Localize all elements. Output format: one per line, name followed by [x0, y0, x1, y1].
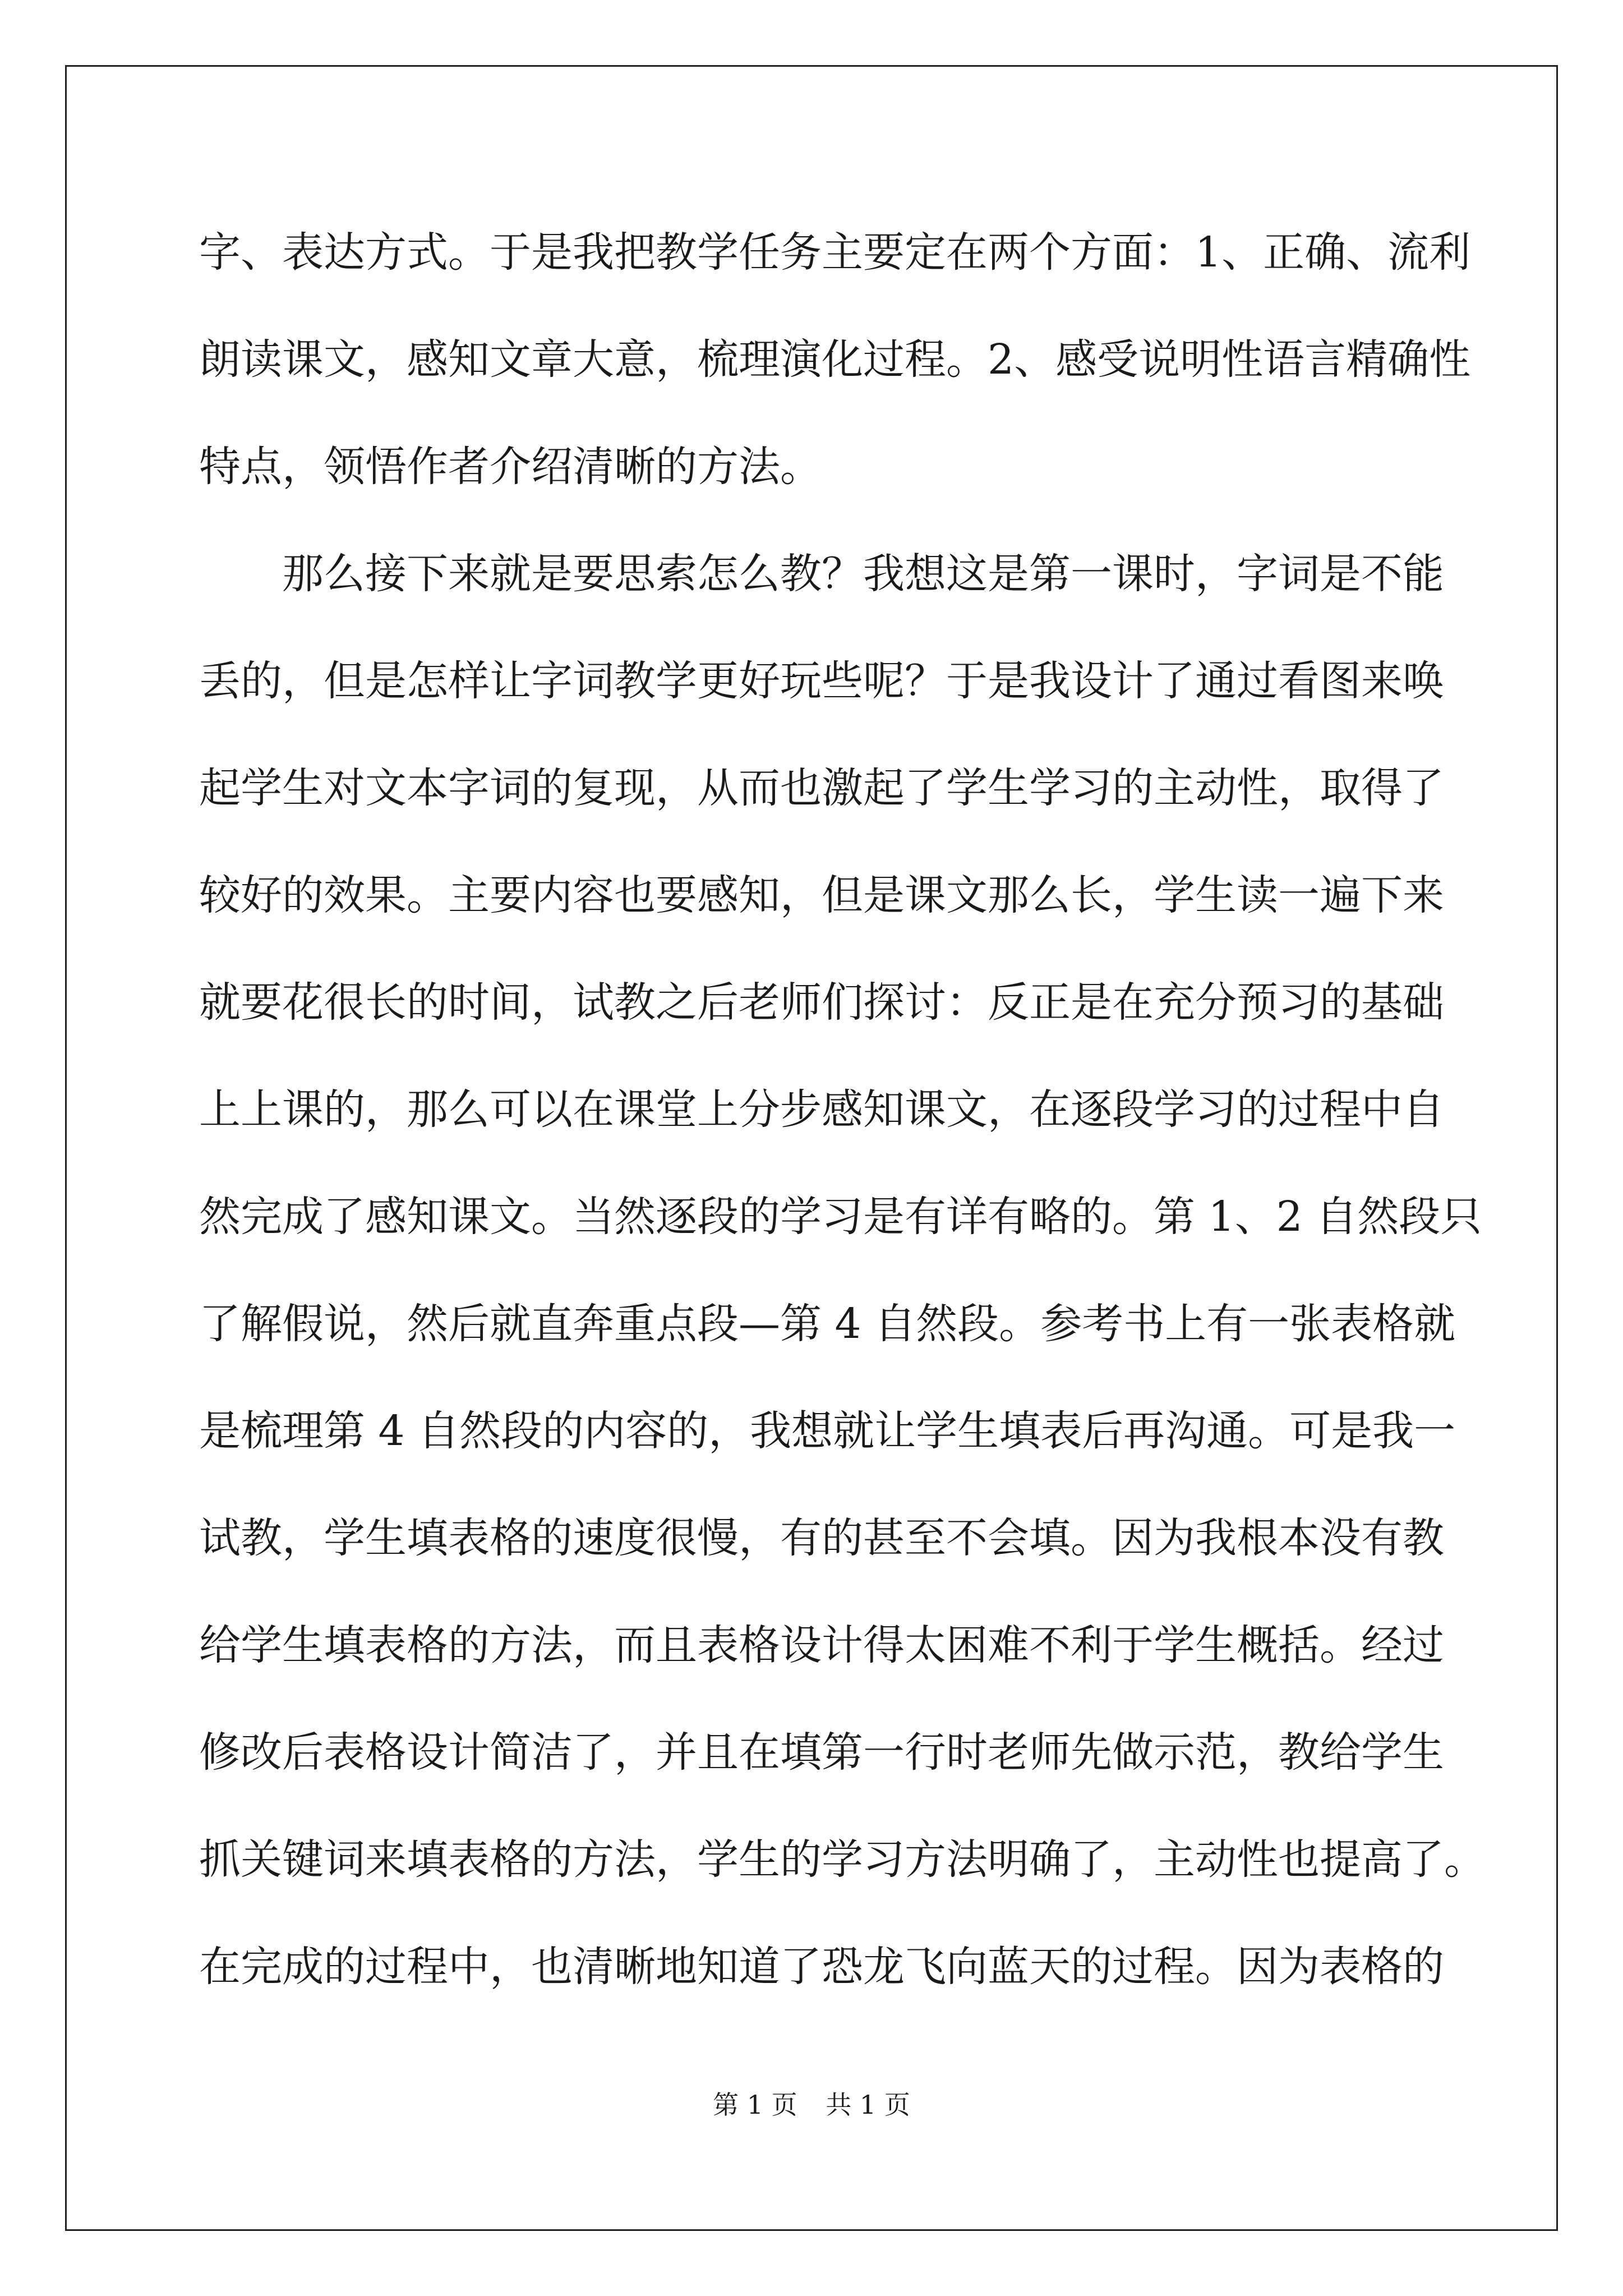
text-line: 然完成了感知课文。当然逐段的学习是有详有略的。第 1、2 自然段只: [199, 1193, 1482, 1241]
text-line: 较好的效果。主要内容也要感知，但是课文那么长，学生读一遍下来: [199, 871, 1444, 919]
text-line: 字、表达方式。于是我把教学任务主要定在两个方面：1、正确、流利: [199, 228, 1471, 277]
text-line: 朗读课文，感知文章大意，梳理演化过程。2、感受说明性语言精确性: [199, 335, 1471, 384]
text-line: 就要花很长的时间，试教之后老师们探讨：反正是在充分预习的基础: [199, 978, 1444, 1027]
text-line: 是梳理第 4 自然段的内容的，我想就让学生填表后再沟通。可是我一: [199, 1407, 1456, 1455]
page-footer: [0, 2085, 1623, 2122]
document-body: [199, 199, 1486, 2021]
text-line: 在完成的过程中，也清晰地知道了恐龙飞向蓝天的过程。因为表格的: [199, 1943, 1444, 1991]
page-count: 共 1 页: [826, 2090, 910, 2120]
text-line: 抓关键词来填表格的方法，学生的学习方法明确了，主动性也提高了。: [199, 1835, 1486, 1884]
text-line: 特点，领悟作者介绍清晰的方法。: [199, 443, 822, 491]
text-line: 给学生填表格的方法，而且表格设计得太困难不利于学生概括。经过: [199, 1621, 1444, 1669]
text-line: 丢的，但是怎样让字词教学更好玩些呢？于是我设计了通过看图来唤: [199, 657, 1444, 705]
paragraph-2: [199, 521, 1486, 2021]
text-line: 起学生对文本字词的复现，从而也激起了学生学习的主动性，取得了: [199, 764, 1444, 812]
paragraph-1: [199, 199, 1471, 521]
page-number: 第 1 页: [713, 2090, 797, 2120]
text-line: 了解假说，然后就直奔重点段—第 4 自然段。参考书上有一张表格就: [199, 1300, 1456, 1348]
text-line: 上上课的，那么可以在课堂上分步感知课文，在逐段学习的过程中自: [199, 1085, 1444, 1134]
text-line: 试教，学生填表格的速度很慢，有的甚至不会填。因为我根本没有教: [199, 1514, 1444, 1562]
text-line: 修改后表格设计简洁了，并且在填第一行时老师先做示范，教给学生: [199, 1728, 1444, 1777]
text-line: 那么接下来就是要思索怎么教？我想这是第一课时，字词是不能: [282, 550, 1444, 598]
